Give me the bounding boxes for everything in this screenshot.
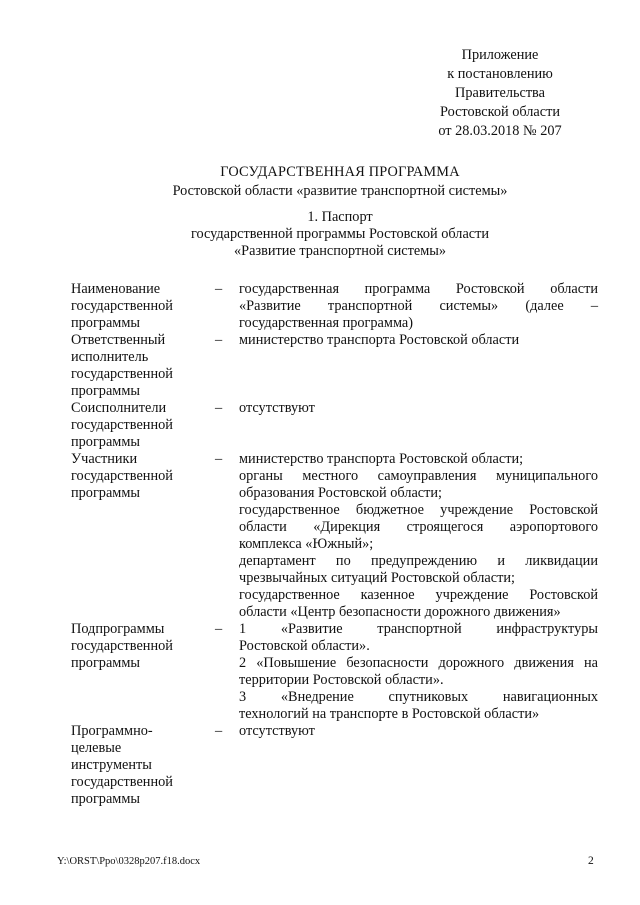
value-line: области «Центр безопасности дорожного движения» [239,604,561,620]
label-line: Соисполнители [71,400,167,416]
footer-file-path: Y:\ORST\Ppo\0328p207.f18.docx [57,856,201,867]
appendix-line: от 28.03.2018 № 207 [438,123,562,139]
passport-row-value [239,332,598,349]
value-line: департамент по предупреждению и ликвидации [239,553,598,569]
program-title [100,163,580,200]
passport-heading [100,209,580,260]
passport-row-value [239,621,598,723]
label-line: Подпрограммы [71,621,165,637]
value-line: территории Ростовской области». [239,672,444,688]
passport-row-label [71,621,215,672]
passport-row [71,281,598,332]
label-line: программы [71,791,141,807]
passport-row-label [71,723,215,808]
passport-row-value [239,400,598,417]
passport-row-label [71,451,215,502]
value-line: органы местного самоуправления муниципального [239,468,598,484]
appendix-block [400,46,600,141]
passport-row-label [71,400,215,451]
label-line: государственной [71,638,173,654]
value-line: отсутствуют [239,723,315,739]
passport-table [71,281,598,808]
label-line: Программно- [71,723,153,739]
dash-separator: – [215,332,223,348]
value-line: 3 «Внедрение спутниковых навигационных [239,689,598,705]
passport-row-value [239,281,598,332]
value-line: государственная программа) [239,315,413,331]
label-line: Участники [71,451,138,467]
label-line: государственной [71,366,173,382]
value-line: Ростовской области». [239,638,370,654]
label-line: исполнитель [71,349,149,365]
passport-row-value [239,723,598,740]
value-line: 2 «Повышение безопасности дорожного движения на [239,655,598,671]
value-line: области «Дирекция строящегося аэропортового [239,519,598,535]
dash-separator: – [215,723,223,739]
value-line: образования Ростовской области; [239,485,443,501]
label-line: государственной [71,298,173,314]
appendix-line: Ростовской области [439,104,561,120]
value-line: министерство транспорта Ростовской области; [239,451,524,467]
value-line: технологий на транспорте в Ростовской области» [239,706,540,722]
passport-row [71,400,598,451]
value-line: министерство транспорта Ростовской области [239,332,520,348]
passport-row [71,451,598,621]
passport-heading-line: «Развитие транспортной системы» [234,243,446,259]
dash-separator: – [215,400,223,416]
label-line: государственной [71,468,173,484]
value-line: комплекса «Южный»; [239,536,374,552]
passport-row [71,621,598,723]
passport-row [71,723,598,808]
passport-row-label [71,281,215,332]
passport-heading-line: 1. Паспорт [307,209,373,225]
appendix-line: Правительства [455,85,545,101]
passport-row-label [71,332,215,400]
label-line: инструменты [71,757,152,773]
label-line: программы [71,655,141,671]
label-line: государственной [71,417,173,433]
passport-heading-line: государственной программы Ростовской области [190,226,490,242]
page-number: 2 [588,855,594,867]
dash-separator: – [215,451,223,467]
program-subtitle-line: Ростовской области «развитие транспортной системы» [172,183,508,199]
label-line: программы [71,315,141,331]
value-line: государственная программа Ростовской области [239,281,598,297]
label-line: программы [71,383,141,399]
program-title-line: ГОСУДАРСТВЕННАЯ ПРОГРАММА [220,164,460,180]
value-line: отсутствуют [239,400,315,416]
value-line: чрезвычайных ситуаций Ростовской области; [239,570,515,586]
dash-separator: – [215,281,223,297]
value-line: государственное казенное учреждение Ростовской [239,587,598,603]
label-line: целевые [71,740,122,756]
label-line: программы [71,485,141,501]
value-line: «Развитие транспортной системы» (далее – [239,298,598,314]
label-line: Наименование [71,281,161,297]
appendix-line: к постановлению [447,66,553,82]
value-line: 1 «Развитие транспортной инфраструктуры [239,621,598,637]
value-line: государственное бюджетное учреждение Ростовской [239,502,598,518]
label-line: государственной [71,774,173,790]
appendix-line: Приложение [461,47,539,63]
passport-row-value [239,451,598,621]
label-line: программы [71,434,141,450]
label-line: Ответственный [71,332,166,348]
passport-row [71,332,598,400]
dash-separator: – [215,621,223,637]
